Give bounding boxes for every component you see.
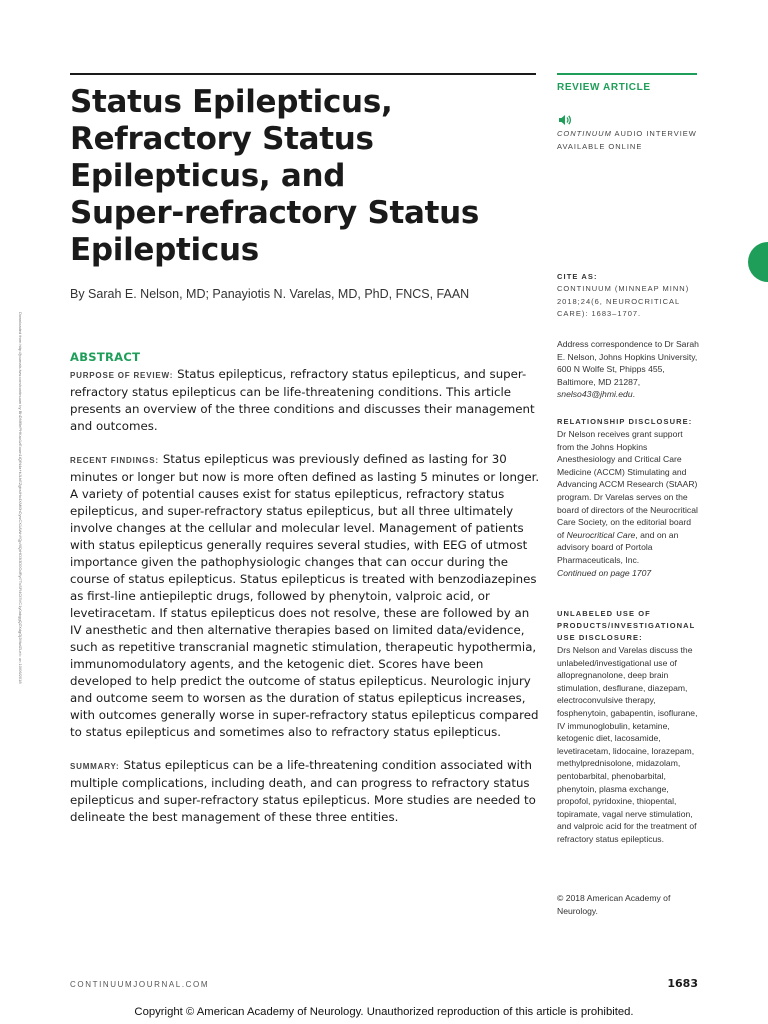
copyright-notice: Copyright © American Academy of Neurology. Unauthorized reproduction of this article is prohibited. (134, 1006, 634, 1018)
sidebar-rule (557, 73, 697, 75)
title-line: Super-refractory Status (70, 195, 480, 231)
section-tab-marker (748, 242, 768, 282)
cite-text: CONTINUUM (MINNEAP MINN) 2018;24(6, NEUROCRITICAL CARE): 1683–1707. (557, 284, 690, 318)
audio-interview-note[interactable] (557, 128, 699, 153)
sidebar-copyright: © 2018 American Academy of Neurology. (557, 893, 671, 916)
journal-url[interactable]: CONTINUUMJOURNAL.COM (70, 980, 210, 989)
title-line: Epilepticus, and (70, 158, 346, 194)
continued-note: Continued on page 1707 (557, 567, 652, 578)
review-article-label: REVIEW ARTICLE (557, 82, 651, 93)
abstract-section (70, 350, 540, 842)
purpose-paragraph (70, 366, 540, 435)
article-title (70, 84, 540, 269)
summary-text: Status epilepticus can be a life-threatening condition associated with multiple complications, including death, and can progress to refractory status epilepticus and super-refractory status epilepticus. More studies are needed to delineate the best management of these three entities. (70, 758, 536, 824)
purpose-text: Status epilepticus, refractory status epilepticus, and super-refractory status epilepticus can be life-threatening conditions. This article presents an overview of the three conditions and discusses their management and outcomes. (70, 367, 535, 433)
title-line: Epilepticus (70, 232, 259, 268)
unlabeled-use-disclosure (557, 608, 699, 846)
unlabeled-label: UNLABELED USE OF PRODUCTS/INVESTIGATIONAL USE DISCLOSURE: (557, 609, 696, 642)
cite-label: CITE AS: (557, 272, 598, 281)
audio-journal: CONTINUUM (557, 129, 612, 138)
summary-paragraph (70, 757, 540, 826)
speaker-icon[interactable] (558, 114, 572, 126)
author-byline: By Sarah E. Nelson, MD; Panayiotis N. Varelas, MD, PhD, FNCS, FAAN (70, 287, 470, 301)
relationship-text: Dr Nelson receives grant support from the Johns Hopkins Anesthesiology and Critical Care Medicine (ACCM) Stimulating and Advancing ACCM Research (StAAR) program. Dr Varelas serves on the board of directors of the Neurocritical Care Society, on the editorial board of Neurocritical Care, and on an advisory board of Portola Pharmaceuticals, Inc. (557, 429, 698, 565)
title-line: Refractory Status (70, 121, 374, 157)
correspondence-text: Address correspondence to Dr Sarah E. Nelson, Johns Hopkins University, 600 N Wolfe St, Phipps 455, Baltimore, MD 21287, snelso43@jhmi.edu. (557, 339, 699, 400)
cite-block (557, 271, 699, 321)
download-note: Downloaded from http://journals.lww.com/continuum by BhDMf5ePHKav1zEoum1tQfN4a+kJLhEZgbsIHo4XMi0hCywCX1AWnYQp/IlQrHD3i3D0OdRyi7TvSFl4Cf3VC1y0abggQZXdgGj2MwlZLeI= on 10/06/2018 (18, 312, 23, 684)
relationship-label: RELATIONSHIP DISCLOSURE: (557, 417, 693, 426)
abstract-heading: ABSTRACT (70, 350, 141, 364)
audio-text: AUDIO INTERVIEW AVAILABLE ONLINE (557, 129, 697, 151)
correspondence-email[interactable]: snelso43@jhmi.edu (557, 389, 633, 400)
relationship-disclosure (557, 416, 699, 579)
findings-text: Status epilepticus was previously defined as lasting for 30 minutes or longer but now is more often defined as lasting 5 minutes or longer. A variety of potential causes exist for status epilepticus, refractory status epilepticus, and super-refractory status epilepticus, but all three ultimately involve changes at the cellular and molecular level. Management of patients with status epilepticus generally requires several studies, with EEG of utmost importance given the pathophysiologic changes that can occur during the course of status epilepticus. Status epilepticus is treated with benzodiazepines as first-line antiepileptic drugs, followed by phenytoin, valproic acid, or levetiracetam. If status epilepticus does not resolve, these are followed by an IV anesthetic and then alternative therapies based on limited data/evidence, such as repetitive transcranial magnetic stimulation, therapeutic hypothermia, immunomodulatory agents, and the ketogenic diet. Scores have been developed to help predict the outcome of status epilepticus. Neurologic injury and outcome seem to worsen as the duration of status epilepticus increases, with outcomes generally worse in super-refractory status epilepticus compared to status epilepticus and sometimes also to refractory status epilepticus. (70, 452, 540, 739)
summary-lead: SUMMARY: (70, 762, 120, 771)
title-rule (70, 73, 536, 75)
page-number: 1683 (667, 977, 698, 990)
findings-lead: RECENT FINDINGS: (70, 456, 159, 465)
findings-paragraph (70, 451, 540, 741)
unlabeled-text: Drs Nelson and Varelas discuss the unlabeled/investigational use of allopregnanolone, deep brain stimulation, desflurane, diazepam, electroconvulsive therapy, fosphenytoin, gabapentin, isoflurane, IV immunoglobulin, ketamine, ketogenic diet, lacosamide, levetiracetam, lidocaine, lorazepam, methylprednisolone, midazolam, pentobarbital, phenobarbital, phenytoin, plasma exchange, propofol, pyridoxine, thiopental, topiramate, vagal nerve stimulation, and valproic acid for the treatment of refractory status epilepticus. (557, 645, 698, 844)
purpose-lead: PURPOSE OF REVIEW: (70, 371, 174, 380)
title-line: Status Epilepticus, (70, 84, 393, 120)
